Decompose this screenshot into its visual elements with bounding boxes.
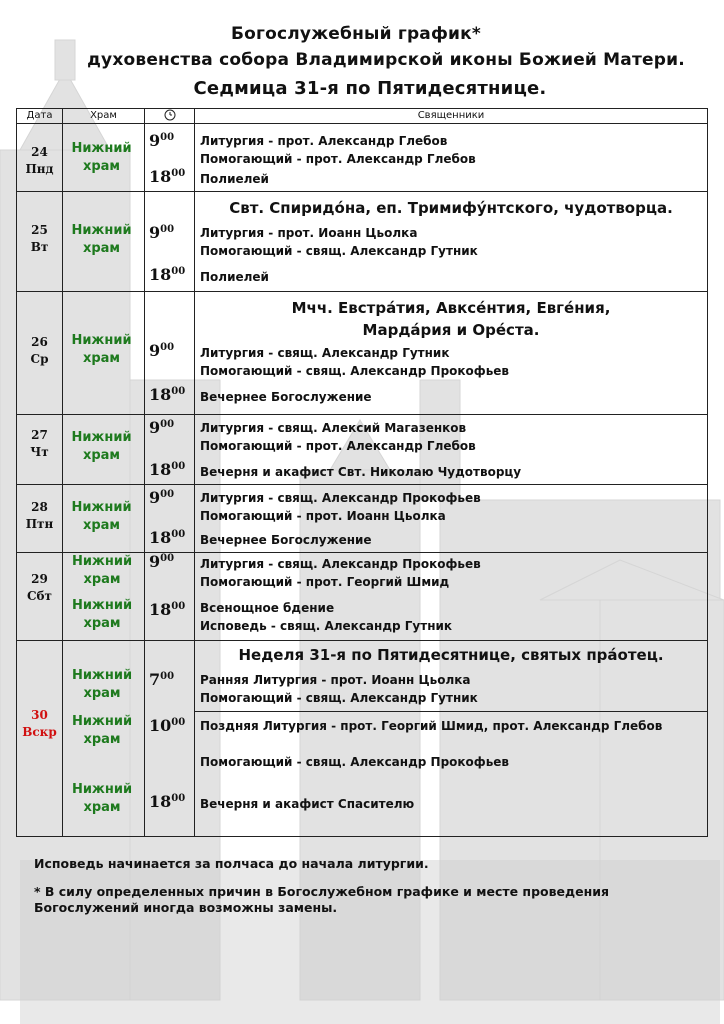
day-number: 29 <box>31 572 48 586</box>
service-time: 18 <box>149 600 172 619</box>
service-time: 18 <box>149 265 172 284</box>
column-header-church: Храм <box>63 109 145 124</box>
service-time: 18 <box>149 528 172 547</box>
clergy-subtitle: духовенства собора Владимирской иконы Божией Матери. <box>87 50 685 70</box>
service-line: Полиелей <box>200 172 269 186</box>
feast-title: Свт. Спиридо́на, еп. Тримифу́нтского, чудотворца. <box>229 199 673 217</box>
service-line: Всенощное бдение <box>200 601 335 615</box>
service-line: Литургия - свящ. Александр Прокофьев <box>200 491 481 505</box>
service-line: Вечернее Богослужение <box>200 390 372 404</box>
table-header-row <box>17 109 708 124</box>
week-title: Седмица 31-я по Пятидесятнице. <box>193 78 547 99</box>
church-name: Нижний храм <box>71 141 132 174</box>
column-header-priests: Священники <box>195 109 708 124</box>
service-time: 9 <box>149 223 161 242</box>
table-row: 27 Чт Нижний храм $9^{00}$ $18^{00}$ Литургия - свящ. Алексий Магазенков Помогающий - прот. Александр Глебов Вечерня и акафист Свт. Николаю Чудотворцу <box>17 415 708 485</box>
schedule-title: Богослужебный график* <box>230 24 481 44</box>
service-line: Литургия - прот. Иоанн Цьолка <box>200 226 418 240</box>
service-time: 18 <box>149 792 172 811</box>
feast-title: Марда́рия и Оре́ста. <box>362 321 540 339</box>
schedule-table <box>16 108 708 837</box>
service-time: 9 <box>149 488 161 507</box>
service-line: Вечерня и акафист Спасителю <box>200 797 415 811</box>
column-header-time <box>145 109 195 124</box>
day-of-week: Ср <box>30 352 49 366</box>
table-row: 25 Вт Нижний храм $9^{00}$ $18^{00}$ Свт. Спиридо́на, еп. Тримифу́нтского, чудотворца. Литургия - прот. Иоанн Цьолка Помогающий - свящ. Александр Гутник Полиелей <box>17 192 708 292</box>
service-line: Помогающий - прот. Иоанн Цьолка <box>200 509 446 523</box>
church-name: Нижний храм <box>71 714 133 747</box>
day-of-week: Птн <box>25 517 54 531</box>
confession-note: Исповедь начинается за полчаса до начала литургии. <box>34 856 429 871</box>
day-number: 28 <box>31 500 48 514</box>
feast-title: Мчч. Евстра́тия, Авксе́нтия, Евге́ния, <box>291 299 611 317</box>
service-line: Поздняя Литургия - прот. Георгий Шмид, прот. Александр Глебов <box>200 719 663 733</box>
church-name: Нижний храм <box>71 223 132 256</box>
service-line: Помогающий - свящ. Александр Прокофьев <box>200 364 510 378</box>
church-name: Нижний храм <box>71 333 132 366</box>
service-line: Помогающий - прот. Александр Глебов <box>200 439 476 453</box>
day-of-week: Вскр <box>22 725 57 739</box>
day-number: 25 <box>31 223 48 237</box>
day-of-week: Чт <box>30 445 49 459</box>
service-line: Помогающий - свящ. Александр Прокофьев <box>200 755 510 769</box>
service-line: Литургия - прот. Александр Глебов <box>200 134 448 148</box>
day-of-week: Вт <box>30 240 49 254</box>
table-row: 26 Ср Нижний храм $9^{00}$ $18^{00}$ Мчч. Евстра́тия, Авксе́нтия, Евге́ния, Марда́рия и Оре́ста. Литургия - свящ. Александр Гутник Помогающий - свящ. Александр Прокофьев Вечернее Богослужение <box>17 292 708 415</box>
feast-title: Неделя 31-я по Пятидесятнице, святых пра́отец. <box>238 646 664 664</box>
day-number: 30 <box>31 708 48 722</box>
service-line: Помогающий - прот. Георгий Шмид <box>200 575 450 589</box>
church-name: Нижний храм <box>71 430 132 463</box>
service-line: Помогающий - свящ. Александр Гутник <box>200 244 478 258</box>
service-line: Исповедь - свящ. Александр Гутник <box>200 619 453 633</box>
service-time: 18 <box>149 167 172 186</box>
service-time: 9 <box>149 418 161 437</box>
divider <box>195 711 707 712</box>
service-cell <box>195 124 708 192</box>
church-name: Нижний храм <box>71 500 132 533</box>
service-line: Полиелей <box>200 270 269 284</box>
service-time: 9 <box>149 552 161 571</box>
service-line: Ранняя Литургия - прот. Иоанн Цьолка <box>200 673 471 687</box>
date-cell <box>17 124 63 192</box>
service-time: 7 <box>149 670 161 689</box>
church-name: Нижний храм <box>71 782 133 815</box>
table-row: 29 Сбт Нижний храм Нижний храм $9^{00}$ $18^{00}$ Литургия - свящ. Александр Прокофьев Помогающий - прот. Георгий Шмид Всенощное бдение Исповедь - свящ. Александр Гутник <box>17 553 708 641</box>
service-time: 9 <box>149 131 161 150</box>
service-line: Вечернее Богослужение <box>200 533 372 547</box>
church-name: Нижний храм <box>71 668 133 701</box>
clock-icon <box>164 109 176 121</box>
day-number: 26 <box>31 335 48 349</box>
service-line: Помогающий - свящ. Александр Гутник <box>200 691 478 705</box>
service-line: Литургия - свящ. Александр Прокофьев <box>200 557 481 571</box>
schedule-disclaimer: * В силу определенных причин в Богослужебном графике и месте проведения Богослужений иногда возможны замены. <box>34 884 609 915</box>
service-time: 10 <box>149 716 172 735</box>
day-number: 24 <box>31 145 48 159</box>
column-header-date: Дата <box>17 109 63 124</box>
day-of-week: Сбт <box>27 589 52 603</box>
service-line: Вечерня и акафист Свт. Николаю Чудотворцу <box>200 465 522 479</box>
church-name: Нижний храм <box>71 554 133 587</box>
service-time: 18 <box>149 460 172 479</box>
church-name: Нижний храм <box>71 598 133 631</box>
table-row: 28 Птн Нижний храм $9^{00}$ $18^{00}$ Литургия - свящ. Александр Прокофьев Помогающий - прот. Иоанн Цьолка Вечернее Богослужение <box>17 485 708 553</box>
table-row <box>17 124 708 192</box>
service-time: 9 <box>149 341 161 360</box>
service-line: Литургия - свящ. Александр Гутник <box>200 346 450 360</box>
service-line: Помогающий - прот. Александр Глебов <box>200 152 476 166</box>
day-of-week: Пнд <box>25 162 54 176</box>
church-cell <box>63 124 145 192</box>
service-time: 18 <box>149 385 172 404</box>
service-line: Литургия - свящ. Алексий Магазенков <box>200 421 467 435</box>
time-cell: $9^{00}$ $18^{00}$ <box>145 124 195 192</box>
day-number: 27 <box>31 428 48 442</box>
table-row: 30 Вскр Нижний храм Нижний храм Нижний храм $7^{00}$ $10^{00}$ $18^{00}$ Неделя 31-я по Пятидесятнице, святых пра́отец. Ранняя Литургия - прот. Иоанн Цьолка Помогающий - свящ. Александр Гутник Поздняя Литургия - прот. Георгий Шмид, прот. Александр Глебов Помогающий - свящ. Александр Прокофьев Вечерня и акафист Спасителю <box>17 641 708 837</box>
